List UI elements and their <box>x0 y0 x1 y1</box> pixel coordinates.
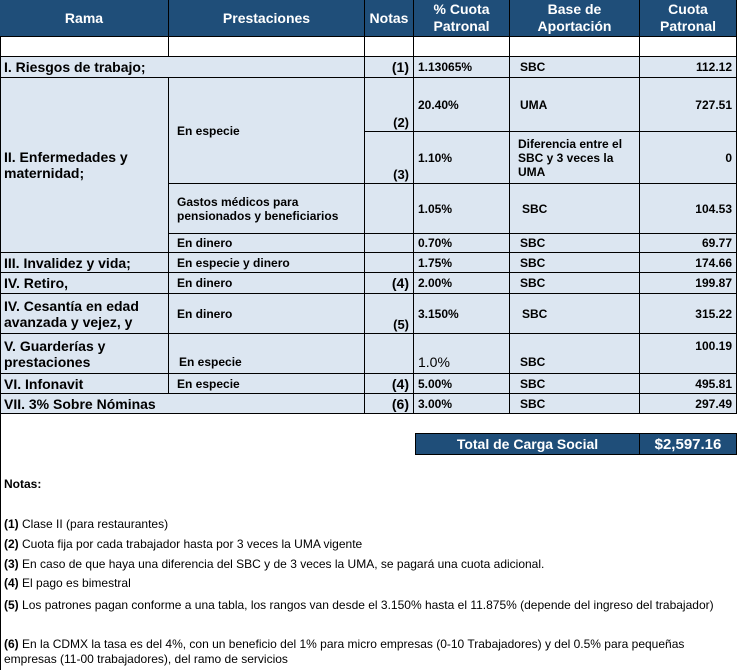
nota-1: (1) <box>365 57 414 78</box>
empty-cell <box>365 234 414 253</box>
pct-especie-uma: 20.40% <box>414 78 510 132</box>
rama-riesgos: I. Riesgos de trabajo; <box>0 57 365 78</box>
pct-invalidez: 1.75% <box>414 253 510 273</box>
note-2 <box>4 537 732 552</box>
note-key: (1) <box>4 517 19 531</box>
header-cuota: Cuota Patronal <box>640 0 737 37</box>
note-key: (5) <box>4 598 19 612</box>
cuota-infonavit: 495.81 <box>640 374 737 394</box>
pct-gastos-medicos: 1.05% <box>414 184 510 234</box>
prest-gastos-medicos: Gastos médicos para pensionados y beneficiarios <box>169 184 365 234</box>
base-retiro: SBC <box>510 273 640 294</box>
nota-6: (6) <box>365 394 414 414</box>
left-border <box>0 37 1 670</box>
header-base: Base de Aportación <box>510 0 640 37</box>
cuota-invalidez: 174.66 <box>640 253 737 273</box>
note-5 <box>4 598 732 613</box>
note-text: En la CDMX la tasa es del 4%, con un beneficio del 1% para micro empresas (0-10 Trabajadores) y del 0.5% para pequeñas empresas (11-00 trabajadores), del ramo de servicios <box>4 637 685 666</box>
rama-cesantia: IV. Cesantía en edad avanzada y vejez, y <box>0 294 169 334</box>
notes-title: Notas: <box>4 477 42 491</box>
rama-infonavit: VI. Infonavit <box>0 374 169 394</box>
base-uma: UMA <box>510 78 640 132</box>
cuota-nominas: 297.49 <box>640 394 737 414</box>
base-infonavit: SBC <box>510 374 640 394</box>
nota-5: (5) <box>365 294 414 334</box>
prest-en-especie: En especie <box>169 78 365 184</box>
note-key: (2) <box>4 537 19 551</box>
total-value: $2,597.16 <box>639 433 737 455</box>
base-invalidez: SBC <box>510 253 640 273</box>
cuota-cesantia: 315.22 <box>640 294 737 334</box>
header-prestaciones: Prestaciones <box>169 0 365 37</box>
note-text: Los patrones pagan conforme a una tabla, los rangos van desde el 3.150% hasta el 11.875% (depende del ingreso del trabajador) <box>22 598 714 612</box>
rama-guarderias: V. Guarderías y prestaciones <box>0 334 169 374</box>
empty-cell <box>640 37 737 57</box>
rama-enfermedades: II. Enfermedades y maternidad; <box>0 78 169 253</box>
pct-guarderias: 1.0% <box>414 334 510 374</box>
prest-retiro: En dinero <box>169 273 365 294</box>
prest-infonavit: En especie <box>169 374 365 394</box>
header-pct-cuota: % Cuota Patronal <box>414 0 510 37</box>
note-text: Clase II (para restaurantes) <box>22 517 169 531</box>
pct-cesantia: 3.150% <box>414 294 510 334</box>
total-label: Total de Carga Social <box>415 433 640 455</box>
base-en-dinero: SBC <box>510 234 640 253</box>
header-rama: Rama <box>0 0 169 37</box>
header-notas: Notas <box>365 0 414 37</box>
note-text: El pago es bimestral <box>22 576 131 590</box>
note-text: En caso de que haya una diferencia del SBC y de 3 veces la UMA, se pagará una cuota adicional. <box>22 557 545 571</box>
base-cesantia: SBC <box>510 294 640 334</box>
note-key: (3) <box>4 557 19 571</box>
note-key: (6) <box>4 637 19 651</box>
rama-retiro: IV. Retiro, <box>0 273 169 294</box>
cuota-especie-uma: 727.51 <box>640 78 737 132</box>
note-text: Cuota fija por cada trabajador hasta por 3 veces la UMA vigente <box>22 537 363 551</box>
cuota-retiro: 199.87 <box>640 273 737 294</box>
base-diferencia: Diferencia entre el SBC y 3 veces la UMA <box>510 132 640 184</box>
base-nominas: SBC <box>510 394 640 414</box>
pct-nominas: 3.00% <box>414 394 510 414</box>
note-3 <box>4 557 732 572</box>
note-4 <box>4 576 732 591</box>
note-6 <box>4 637 732 667</box>
prest-guarderias: En especie <box>169 334 365 374</box>
cuota-guarderias: 100.19 <box>640 334 737 374</box>
nota-4b: (4) <box>365 374 414 394</box>
empty-cell <box>510 37 640 57</box>
cuota-en-dinero: 69.77 <box>640 234 737 253</box>
base-riesgos: SBC <box>510 57 640 78</box>
note-1 <box>4 517 732 532</box>
empty-cell <box>169 37 365 57</box>
empty-cell <box>365 37 414 57</box>
cuota-gastos-medicos: 104.53 <box>640 184 737 234</box>
rama-nominas: VII. 3% Sobre Nóminas <box>0 394 365 414</box>
nota-3: (3) <box>365 132 414 184</box>
empty-cell <box>365 334 414 374</box>
prest-en-dinero: En dinero <box>169 234 365 253</box>
cuota-riesgos: 112.12 <box>640 57 737 78</box>
prest-invalidez: En especie y dinero <box>169 253 365 273</box>
empty-cell <box>414 37 510 57</box>
cuota-diferencia: 0 <box>640 132 737 184</box>
rama-invalidez: III. Invalidez y vida; <box>0 253 169 273</box>
pct-diferencia: 1.10% <box>414 132 510 184</box>
pct-riesgos: 1.13065% <box>414 57 510 78</box>
pct-en-dinero: 0.70% <box>414 234 510 253</box>
pct-retiro: 2.00% <box>414 273 510 294</box>
note-key: (4) <box>4 576 19 590</box>
nota-4: (4) <box>365 273 414 294</box>
prest-cesantia: En dinero <box>169 294 365 334</box>
nota-2: (2) <box>365 78 414 132</box>
empty-cell <box>365 253 414 273</box>
base-guarderias: SBC <box>510 334 640 374</box>
empty-cell <box>0 37 169 57</box>
pct-infonavit: 5.00% <box>414 374 510 394</box>
base-gastos-medicos: SBC <box>510 184 640 234</box>
empty-cell <box>365 184 414 234</box>
